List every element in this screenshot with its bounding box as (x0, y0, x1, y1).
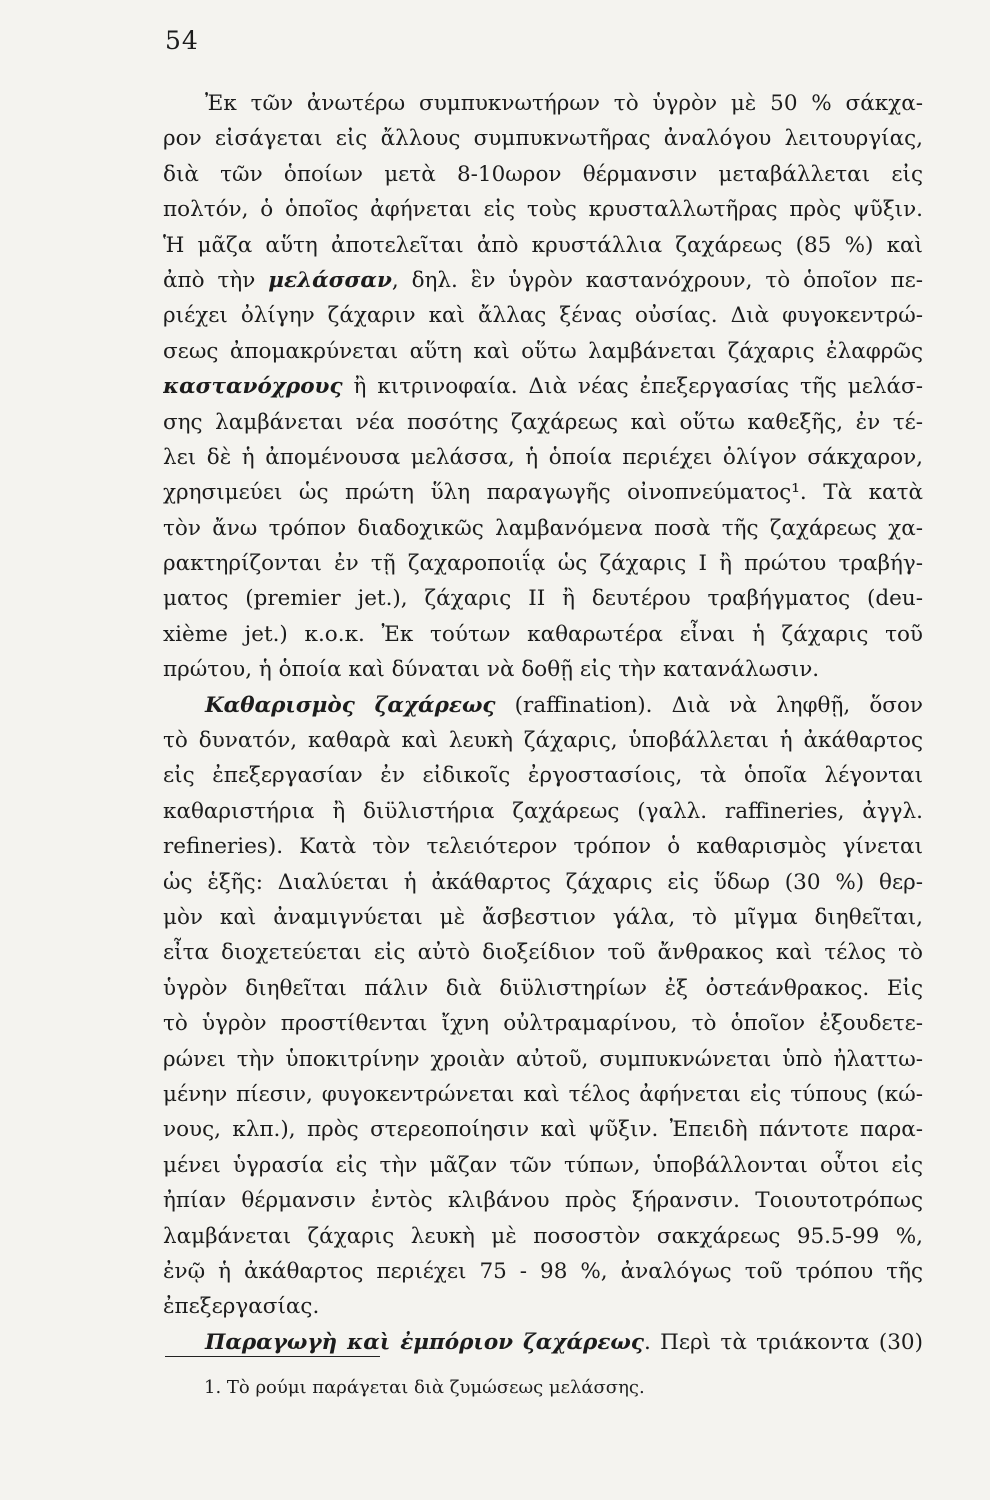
text-line (163, 1289, 923, 1324)
emphasized-term: Παραγωγὴ καὶ ἐμπόριον ζαχάρεως (205, 1329, 644, 1355)
line-text: (raffination). Διὰ νὰ ληφθῇ, ὅσον (495, 692, 923, 718)
line-text: ὡς ἑξῆς: Διαλύεται ἡ ἀκάθαρτος ζάχαρις εἰς ὕδωρ (30 %) θερ- (163, 869, 923, 895)
line-text: xième jet.) κ.ο.κ. Ἐκ τούτων καθαρωτέρα εἶναι ἡ ζάχαρις τοῦ (163, 621, 923, 647)
text-line (163, 1219, 923, 1254)
text-line (163, 511, 923, 546)
text-line (163, 405, 923, 440)
line-text: , δηλ. ἓν ὑγρὸν καστανόχρουν, τὸ ὁποῖον πε- (391, 267, 923, 293)
emphasized-term: Καθαρισμὸς ζαχάρεως (205, 692, 496, 718)
line-text: ρώνει τὴν ὑποκιτρίνην χροιὰν αὐτοῦ, συμπυκνώνεται ὑπὸ ἠλαττω- (163, 1046, 923, 1072)
line-text: ριέχει ὀλίγην ζάχαριν καὶ ἄλλας ξένας οὐσίας. Διὰ φυγοκεντρώ- (163, 303, 923, 329)
emphasized-term: μελάσσαν (268, 267, 392, 293)
text-line (163, 1183, 923, 1218)
text-line (163, 86, 923, 121)
line-text: μένει ὑγρασία εἰς τὴν μᾶζαν τῶν τύπων, ὑποβάλλονται οὗτοι εἰς (163, 1152, 923, 1178)
line-text: καθαριστήρια ἢ διϋλιστήρια ζαχάρεως (γαλλ. raffineries, ἀγγλ. (163, 798, 923, 824)
text-line (163, 581, 923, 616)
text-line (163, 1325, 923, 1360)
text-line (163, 546, 923, 581)
line-text: ἐνῷ ἡ ἀκάθαρτος περιέχει 75 - 98 %, ἀναλόγως τοῦ τρόπου τῆς (163, 1258, 923, 1284)
text-line (163, 1112, 923, 1147)
text-line (163, 865, 923, 900)
line-text: ἀπὸ τὴν (163, 267, 269, 293)
text-line (163, 440, 923, 475)
text-line (163, 723, 923, 758)
line-text: . Περὶ τὰ τριάκοντα (30) (643, 1329, 923, 1355)
line-text: ἠπίαν θέρμανσιν ἐντὸς κλιβάνου πρὸς ξήρανσιν. Τοιουτοτρόπως (163, 1188, 923, 1214)
line-text: εἰς ἐπεξεργασίαν ἐν εἰδικοῖς ἐργοστασίοις, τὰ ὁποῖα λέγονται (163, 763, 923, 789)
text-line (163, 794, 923, 829)
line-text: μὸν καὶ ἀναμιγνύεται μὲ ἄσβεστιον γάλα, τὸ μῖγμα διηθεῖται, (163, 904, 923, 930)
text-line (163, 1006, 923, 1041)
footnote: 1. Τὸ ρούμι παράγεται διὰ ζυμώσεως μελάσσης. (204, 1377, 645, 1398)
text-line (163, 192, 923, 227)
line-text: εἶτα διοχετεύεται εἰς αὐτὸ διοξείδιον τοῦ ἄνθρακος καὶ τέλος τὸ (163, 940, 923, 966)
line-text: πολτόν, ὁ ὁποῖος ἀφήνεται εἰς τοὺς κρυσταλλωτῆρας πρὸς ψῦξιν. (163, 197, 923, 223)
line-text: νους, κλπ.), πρὸς στερεοποίησιν καὶ ψῦξιν. Ἐπειδὴ πάντοτε παρα- (163, 1117, 923, 1143)
line-text: χρησιμεύει ὡς πρώτη ὕλη παραγωγῆς οἰνοπνεύματος¹. Τὰ κατὰ (163, 480, 923, 506)
line-text: Ἐκ τῶν ἀνωτέρω συμπυκνωτήρων τὸ ὑγρὸν μὲ 50 % σάκχα- (205, 91, 923, 116)
text-line (163, 334, 923, 369)
text-line (163, 1254, 923, 1289)
line-text: ρον εἰσάγεται εἰς ἄλλους συμπυκνωτῆρας ἀναλόγου λειτουργίας, (163, 126, 923, 152)
text-line (163, 617, 923, 652)
text-line (163, 157, 923, 192)
line-text: Ἡ μᾶζα αὕτη ἀποτελεῖται ἀπὸ κρυστάλλια ζαχάρεως (85 %) καὶ (163, 232, 923, 258)
text-line (163, 298, 923, 333)
line-text: λει δὲ ἡ ἀπομένουσα μελάσσα, ἡ ὁποία περιέχει ὀλίγον σάκχαρον, (163, 444, 923, 470)
body-text (163, 86, 923, 1360)
line-text: σεως ἀπομακρύνεται αὕτη καὶ οὕτω λαμβάνεται ζάχαρις ἐλαφρῶς (163, 338, 923, 364)
line-text: διὰ τῶν ὁποίων μετὰ 8-10ωρον θέρμανσιν μεταβάλλεται εἰς (163, 161, 923, 187)
line-text: ρακτηρίζονται ἐν τῇ ζαχαροποιΐᾳ ὡς ζάχαρις I ἢ πρώτου τραβήγ- (163, 551, 923, 577)
text-line (163, 971, 923, 1006)
text-line (163, 1077, 923, 1112)
text-line (163, 935, 923, 970)
line-text: ματος (premier jet.), ζάχαρις II ἢ δευτέρου τραβήγματος (deu- (163, 586, 923, 612)
text-line (163, 228, 923, 263)
line-text: σης λαμβάνεται νέα ποσότης ζαχάρεως καὶ οὕτω καθεξῆς, ἐν τέ- (163, 409, 923, 435)
emphasized-term: καστανόχρους (163, 374, 343, 400)
line-text: ἢ κιτρινοφαία. Διὰ νέας ἐπεξεργασίας τῆς μελάσ- (342, 374, 923, 400)
text-line (163, 900, 923, 935)
line-text: τὸ ὑγρὸν προστίθενται ἴχνη οὐλτραμαρίνου, τὸ ὁποῖον ἐξουδετε- (163, 1011, 923, 1037)
text-line (163, 829, 923, 864)
text-line (163, 369, 923, 404)
line-text: μένην πίεσιν, φυγοκεντρώνεται καὶ τέλος ἀφήνεται εἰς τύπους (κώ- (163, 1081, 923, 1107)
text-line (163, 688, 923, 723)
text-line (163, 121, 923, 156)
footnote-separator (165, 1356, 380, 1357)
page-number: 54 (165, 26, 199, 55)
line-text: τὸ δυνατόν, καθαρὰ καὶ λευκὴ ζάχαρις, ὑποβάλλεται ἡ ἀκάθαρτος (163, 728, 923, 754)
line-text: refineries). Κατὰ τὸν τελειότερον τρόπον ὁ καθαρισμὸς γίνεται (163, 834, 923, 860)
line-text: πρώτου, ἡ ὁποία καὶ δύναται νὰ δοθῇ εἰς τὴν κατανάλωσιν. (163, 657, 820, 683)
text-line (163, 758, 923, 793)
text-line (163, 652, 923, 687)
line-text: ὑγρὸν διηθεῖται πάλιν διὰ διϋλιστηρίων ἐξ ὀστεάνθρακος. Εἰς (163, 975, 923, 1001)
line-text: τὸν ἄνω τρόπον διαδοχικῶς λαμβανόμενα ποσὰ τῆς ζαχάρεως χα- (163, 515, 923, 541)
text-line (163, 263, 923, 298)
text-line (163, 1042, 923, 1077)
line-text: ἐπεξεργασίας. (163, 1294, 320, 1320)
text-line (163, 475, 923, 510)
line-text: λαμβάνεται ζάχαρις λευκὴ μὲ ποσοστὸν σακχάρεως 95.5-99 %, (163, 1223, 923, 1249)
text-line (163, 1148, 923, 1183)
